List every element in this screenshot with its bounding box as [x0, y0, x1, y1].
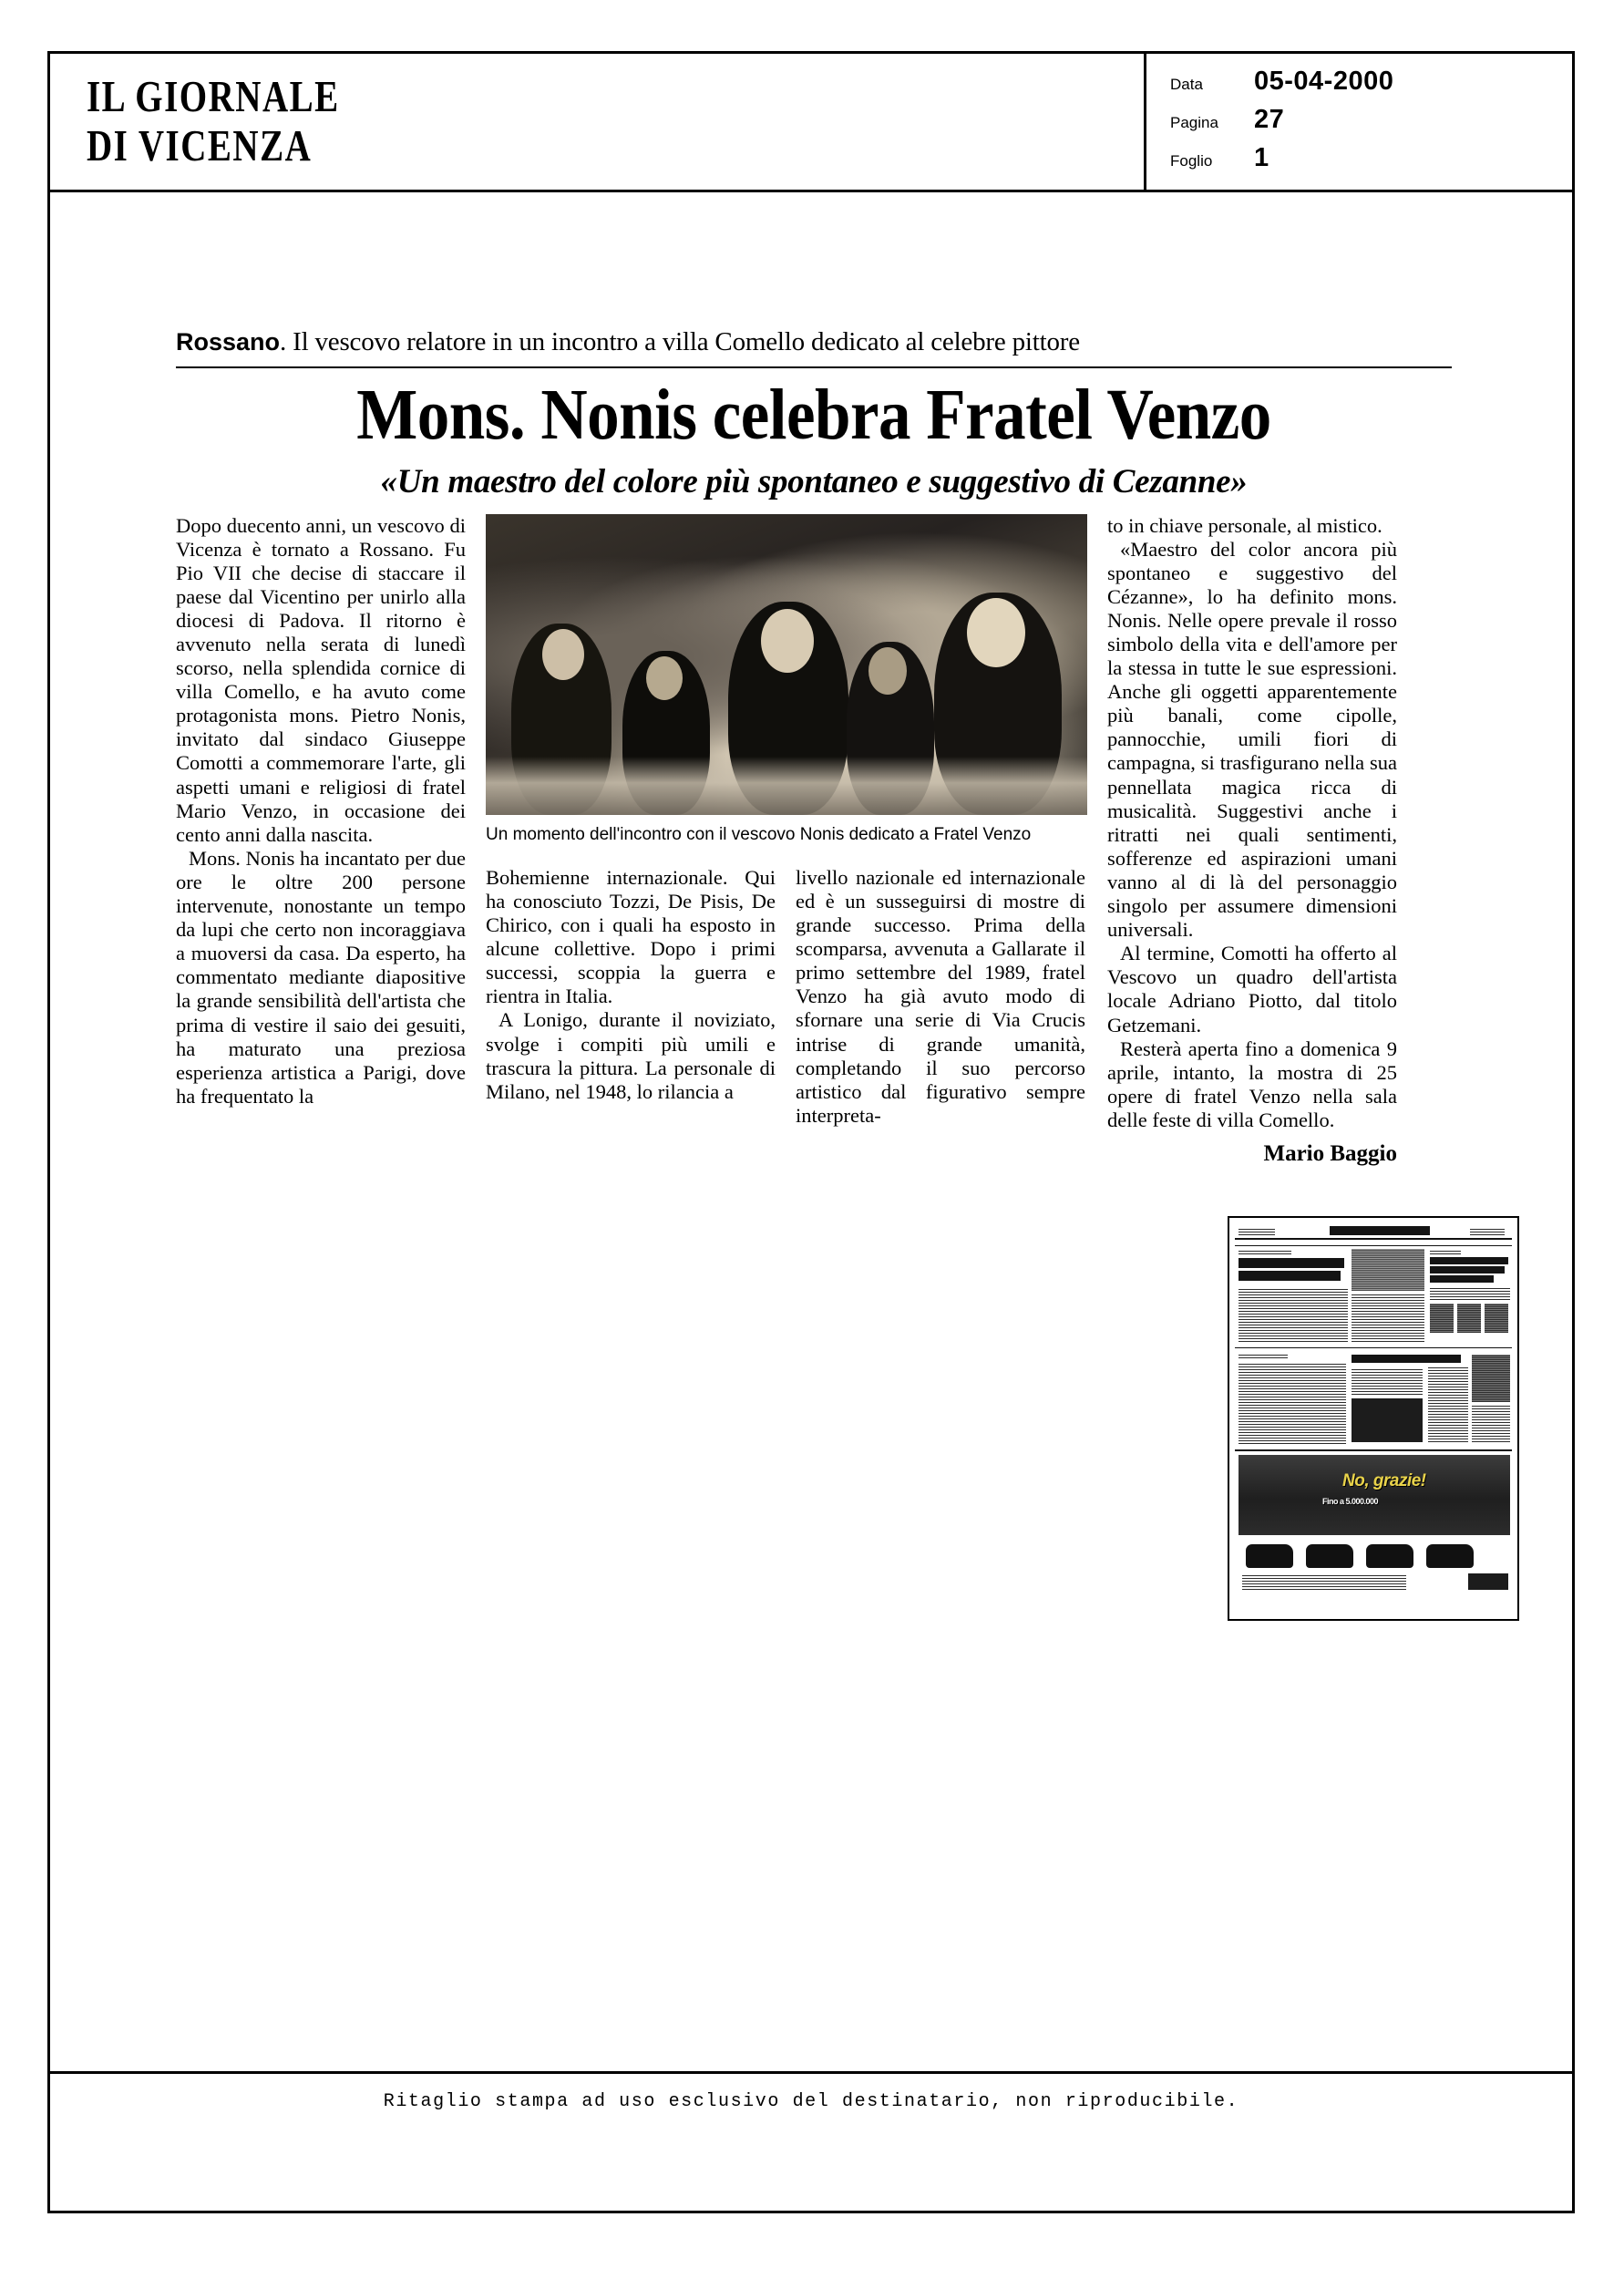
article-photo	[486, 514, 1087, 815]
metadata-value-data: 05-04-2000	[1254, 67, 1394, 96]
article-column-1	[176, 514, 466, 1167]
paragraph: Al termine, Comotti ha offerto al Vescovo un quadro dell'artista locale Adriano Piotto, dal titolo Getzemani.	[1107, 942, 1397, 1036]
kicker-text: . Il vescovo relatore in un incontro a villa Comello dedicato al celebre pittore	[280, 327, 1080, 356]
paragraph: Bohemienne internazionale. Qui ha conosciuto Tozzi, De Pisis, De Chirico, con i quali ha esposto in alcune collettive. Dopo i primi successi, scoppia la guerra e rientra in Italia.	[486, 865, 776, 1008]
metadata-value-foglio: 1	[1254, 143, 1269, 172]
paragraph: Resterà aperta fino a domenica 9 aprile, intanto, la mostra di 25 opere di fratel Venzo nella sala delle feste di villa Comello.	[1107, 1036, 1397, 1131]
page-footer	[50, 2074, 1572, 2129]
photo-caption: Un momento dell'incontro con il vescovo Nonis dedicato a Fratel Venzo	[486, 824, 1032, 844]
thumbnail-ad-subtext: Fino a 5.000.000	[1322, 1497, 1379, 1506]
paragraph: «Maestro del color ancora più spontaneo e suggestivo del Cézanne», lo ha definito mons. Nonis. Nelle opere prevale il rosso simbolo della vita e dell'amore per la stessa in tutte le sue espressioni. Anche gli oggetti apparentemente più banali, come cipolle, pannocchie, umili fiori di campagna, si trasfigurano nella sua pennellata magica ricca di musicalità. Suggestivi anche i ritratti nei quali sentimenti, sofferenze ed aspirazioni umani vanno al di là del personaggio singolo per assumere dimensioni universali.	[1107, 537, 1397, 942]
metadata-label-data: Data	[1170, 76, 1203, 93]
kicker-location: Rossano	[176, 328, 281, 356]
article-column-3	[796, 866, 1085, 1128]
article-column-4	[1107, 514, 1397, 1167]
article-byline: Mario Baggio	[1263, 1140, 1397, 1166]
clipping-metadata	[1144, 54, 1572, 190]
metadata-value-pagina: 27	[1254, 105, 1285, 134]
article-columns-middle	[486, 866, 1087, 1128]
page-header	[50, 54, 1572, 192]
article-center-block	[486, 514, 1087, 1167]
article	[176, 327, 1452, 1167]
article-column-2	[486, 866, 776, 1128]
paragraph: livello nazionale ed internazionale ed è un susseguirsi di mostre di grande successo. Prima della scomparsa, avvenuta a Gallarate il primo settembre del 1989, fratel Venzo ha già avuto modo di sfornare una serie di Via Crucis intrise di grande umanità, completando il suo percorso artistico dal figurativo sempre interpreta-	[796, 865, 1085, 1127]
article-columns-top	[176, 514, 1452, 1167]
thumbnail-inner	[1235, 1223, 1512, 1614]
metadata-row-foglio	[1170, 143, 1572, 181]
metadata-row-pagina	[1170, 105, 1572, 143]
page-body	[50, 192, 1572, 2074]
page-thumbnail	[1228, 1216, 1519, 1621]
clipping-page	[47, 51, 1575, 2213]
thumbnail-ad-headline: No, grazie!	[1342, 1471, 1426, 1490]
metadata-row-data	[1170, 67, 1572, 105]
footer-notice: Ritaglio stampa ad uso esclusivo del destinatario, non riproducibile.	[383, 2090, 1239, 2112]
article-headline: Mons. Nonis celebra Fratel Venzo	[356, 375, 1271, 456]
metadata-label-pagina: Pagina	[1170, 114, 1218, 131]
masthead-line-2: DI VICENZA	[87, 121, 313, 171]
masthead	[50, 54, 1144, 190]
paragraph: Dopo duecento anni, un vescovo di Vicenza è tornato a Rossano. Fu Pio VII che decise di staccare il paese dal Vicentino per unirlo alla diocesi di Padova. Il ritorno è avvenuto nella serata di lunedì scorso, nella splendida cornice di villa Comello, e ha avuto come protagonista mons. Pietro Nonis, invitato dal sindaco Giuseppe Comotti a commemorare l'arte, gli aspetti umani e religiosi di fratel Mario Venzo, in occasione dei cento anni dalla nascita.	[176, 513, 466, 846]
article-subhead: «Un maestro del colore più spontaneo e suggestivo di Cezanne»	[380, 462, 1248, 500]
article-kicker	[176, 327, 1452, 368]
metadata-label-foglio: Foglio	[1170, 152, 1213, 170]
paragraph: to in chiave personale, al mistico.	[1107, 513, 1382, 537]
masthead-line-1: IL GIORNALE	[87, 72, 340, 122]
paragraph: A Lonigo, durante il noviziato, svolge i compiti più umili e trascura la pittura. La personale di Milano, nel 1948, lo rilancia a	[486, 1008, 776, 1103]
paragraph: Mons. Nonis ha incantato per due ore le oltre 200 persone intervenute, nonostante un tempo da lupi che certo non incoraggiava a muoversi da casa. Da esperto, ha commentato mediante diapositive la grande sensibilità dell'artista che prima di vestire il saio dei gesuiti, ha maturato una preziosa esperienza artistica a Parigi, dove ha frequentato la	[176, 846, 466, 1108]
